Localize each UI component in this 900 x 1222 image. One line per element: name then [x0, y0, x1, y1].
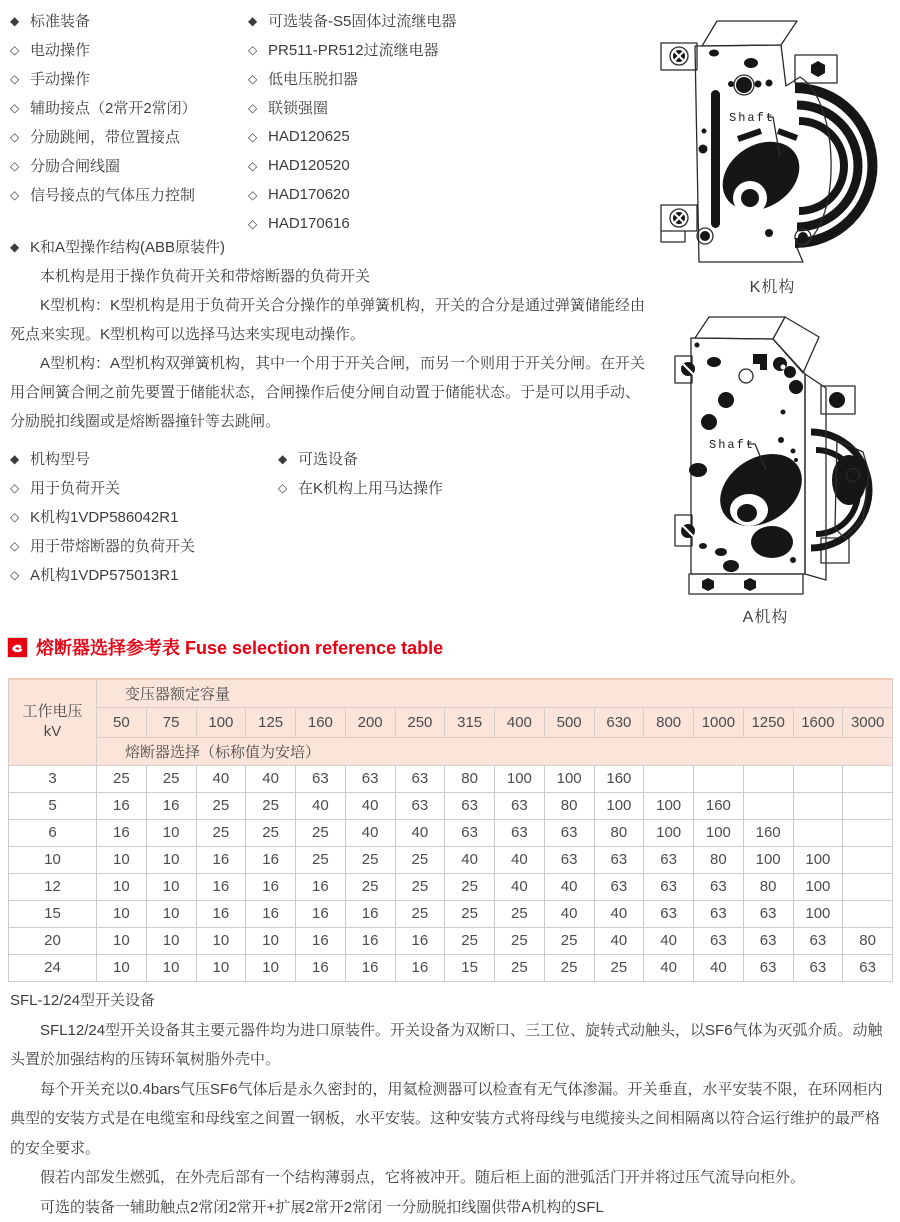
- fuse-value-cell: 40: [495, 873, 545, 900]
- list-item: [248, 151, 548, 180]
- kv-row-header: 3: [9, 765, 97, 792]
- k-mechanism-drawing: [645, 10, 900, 272]
- capacity-column-header: 315: [445, 707, 495, 737]
- list-item: [10, 531, 270, 560]
- kv-row-header: 24: [9, 954, 97, 981]
- table-row: [9, 846, 893, 873]
- capacity-column-header: 3000: [843, 707, 893, 737]
- fuse-value-cell: 63: [544, 846, 594, 873]
- fuse-value-cell: 63: [743, 954, 793, 981]
- fuse-value-cell: 80: [743, 873, 793, 900]
- list-item: [278, 473, 558, 502]
- fuse-section-title: [8, 634, 443, 660]
- hollow-diamond-icon: ◇: [278, 481, 298, 495]
- fuse-value-cell: 25: [146, 765, 196, 792]
- fuse-value-cell: 80: [694, 846, 744, 873]
- table-row: [9, 873, 893, 900]
- bottom-paragraph: SFL12/24型开关设备其主要元器件均为进口原装件。开关设备为双断口、三工位、旋转式动触头，以SF6气体为灭弧介质。动触头置於加强结构的压铸环氧树脂外壳中。: [10, 1016, 894, 1075]
- fuse-value-cell: 25: [296, 819, 346, 846]
- list-item-label: 辅助接点（2常开2常闭）: [30, 97, 197, 118]
- solid-diamond-icon: ◆: [278, 452, 298, 466]
- solid-diamond-icon: ◆: [248, 14, 268, 28]
- fuse-value-cell: 80: [445, 765, 495, 792]
- fuse-value-cell: [793, 792, 843, 819]
- list-header-label: 标准装备: [30, 10, 90, 31]
- table-row: [9, 927, 893, 954]
- a-shaft-label: Shaft: [709, 438, 755, 452]
- fuse-value-cell: 15: [445, 954, 495, 981]
- table-row: [9, 819, 893, 846]
- fuse-value-cell: 16: [196, 900, 246, 927]
- fuse-value-cell: 16: [345, 954, 395, 981]
- a-mechanism-figure: [633, 312, 898, 627]
- fuse-value-cell: 63: [445, 792, 495, 819]
- list-item-label: A机构1VDP575013R1: [30, 564, 178, 585]
- fuse-value-cell: 10: [97, 900, 147, 927]
- fuse-value-cell: 63: [445, 819, 495, 846]
- fuse-value-cell: 100: [544, 765, 594, 792]
- fuse-value-cell: 25: [445, 927, 495, 954]
- fuse-value-cell: 10: [146, 846, 196, 873]
- list-item-label: 联锁强圈: [268, 97, 328, 118]
- table-row: [9, 900, 893, 927]
- fuse-value-cell: 63: [694, 927, 744, 954]
- solid-diamond-icon: ◆: [10, 452, 30, 466]
- kv-row-header: 10: [9, 846, 97, 873]
- bottom-paragraph: 假若内部发生燃弧，在外壳后部有一个结构薄弱点，它将被冲开。随后柜上面的泄弧活门开并将过压气流导向柜外。: [10, 1163, 894, 1193]
- list-item: [10, 151, 245, 180]
- list-item-label: 用于负荷开关: [30, 477, 120, 498]
- fuse-value-cell: 40: [246, 765, 296, 792]
- fuse-value-cell: [843, 819, 893, 846]
- fuse-value-cell: 25: [246, 792, 296, 819]
- table-row: [9, 954, 893, 981]
- fuse-value-cell: 25: [395, 873, 445, 900]
- mechanism-paragraph: A型机构：A型机构双弹簧机构，其中一个用于开关合闸，而另一个则用于开关分闸。在开关用合闸簧合闸之前先要置于储能状态，合闸操作后使分闸自动置于储能状态。于是可以用手动、分励脱扣线圈或是熔断器撞针等去跳闸。: [10, 349, 654, 436]
- fuse-value-cell: 100: [495, 765, 545, 792]
- hollow-diamond-icon: ◇: [10, 72, 30, 86]
- list-item-label: 低电压脱扣器: [268, 68, 358, 89]
- fuse-value-cell: 16: [345, 900, 395, 927]
- fuse-value-cell: [644, 765, 694, 792]
- optional-device-list: [278, 444, 558, 502]
- capacity-column-header: 400: [495, 707, 545, 737]
- fuse-value-cell: [743, 792, 793, 819]
- fuse-value-cell: [843, 765, 893, 792]
- hollow-diamond-icon: ◇: [10, 510, 30, 524]
- fuse-value-cell: 16: [296, 927, 346, 954]
- fuse-value-cell: 63: [743, 927, 793, 954]
- fuse-value-cell: 63: [296, 765, 346, 792]
- hollow-diamond-icon: ◇: [10, 481, 30, 495]
- hollow-diamond-icon: ◇: [10, 159, 30, 173]
- fuse-value-cell: 40: [495, 846, 545, 873]
- list-item-label: 电动操作: [30, 39, 90, 60]
- fuse-value-cell: 16: [296, 900, 346, 927]
- hollow-diamond-icon: ◇: [10, 43, 30, 57]
- fuse-value-cell: 40: [594, 900, 644, 927]
- list-item: [248, 93, 548, 122]
- list-item-label: HAD170620: [268, 186, 350, 203]
- fuse-value-cell: 10: [246, 927, 296, 954]
- capacity-column-header: 800: [644, 707, 694, 737]
- fuse-value-cell: 25: [495, 954, 545, 981]
- fuse-value-cell: 40: [694, 954, 744, 981]
- fuse-value-cell: 25: [445, 873, 495, 900]
- fuse-value-cell: 25: [495, 927, 545, 954]
- fuse-value-cell: 40: [544, 873, 594, 900]
- fuse-value-cell: 25: [395, 846, 445, 873]
- list-item-label: 用于带熔断器的负荷开关: [30, 535, 195, 556]
- fuse-value-cell: 16: [296, 954, 346, 981]
- list-item: [10, 180, 245, 209]
- fuse-value-cell: 63: [495, 792, 545, 819]
- fuse-value-cell: 10: [246, 954, 296, 981]
- fuse-value-cell: 40: [594, 927, 644, 954]
- list-item-label: 在K机构上用马达操作: [298, 477, 443, 498]
- hollow-diamond-icon: ◇: [248, 217, 268, 231]
- transformer-capacity-header: 变压器额定容量: [97, 679, 893, 707]
- capacity-column-header: 160: [296, 707, 346, 737]
- list-item-label: 分励跳闸，带位置接点: [30, 126, 180, 147]
- fuse-selection-subheader: 熔断器选择（标称值为安培）: [97, 737, 893, 765]
- fuse-value-cell: 16: [97, 819, 147, 846]
- fuse-value-cell: 25: [196, 792, 246, 819]
- capacity-column-header: 630: [594, 707, 644, 737]
- fuse-value-cell: 40: [644, 927, 694, 954]
- capacity-column-header: 250: [395, 707, 445, 737]
- hollow-diamond-icon: ◇: [248, 101, 268, 115]
- fuse-value-cell: 16: [395, 927, 445, 954]
- standard-equipment-list: [10, 6, 245, 209]
- fuse-value-cell: [843, 900, 893, 927]
- fuse-value-cell: 40: [644, 954, 694, 981]
- fuse-value-cell: 16: [97, 792, 147, 819]
- list-item: [10, 502, 270, 531]
- fuse-value-cell: 100: [644, 792, 694, 819]
- capacity-column-header: 50: [97, 707, 147, 737]
- hollow-diamond-icon: ◇: [248, 188, 268, 202]
- fuse-value-cell: 25: [345, 873, 395, 900]
- fuse-value-cell: [694, 765, 744, 792]
- hollow-diamond-icon: ◇: [10, 188, 30, 202]
- fuse-value-cell: 40: [345, 792, 395, 819]
- fuse-value-cell: 25: [97, 765, 147, 792]
- fuse-value-cell: 100: [743, 846, 793, 873]
- fuse-value-cell: 40: [544, 900, 594, 927]
- list-item-label: HAD120625: [268, 128, 350, 145]
- fuse-value-cell: 63: [644, 900, 694, 927]
- fuse-value-cell: 63: [694, 900, 744, 927]
- fuse-value-cell: 40: [445, 846, 495, 873]
- section-title-en: Fuse selection reference table: [185, 638, 443, 658]
- fuse-value-cell: 16: [146, 792, 196, 819]
- mechanism-description: [10, 233, 654, 436]
- fuse-value-cell: 100: [793, 873, 843, 900]
- fuse-value-cell: 10: [146, 819, 196, 846]
- fuse-value-cell: 40: [196, 765, 246, 792]
- fuse-value-cell: 63: [495, 819, 545, 846]
- capacity-column-header: 100: [196, 707, 246, 737]
- kv-row-header: 5: [9, 792, 97, 819]
- fuse-value-cell: 63: [345, 765, 395, 792]
- fuse-value-cell: 10: [97, 846, 147, 873]
- capacity-column-header: 200: [345, 707, 395, 737]
- a-mechanism-drawing: [633, 312, 898, 602]
- fuse-value-cell: [843, 846, 893, 873]
- list-header-label: 可选装备-S5固体过流继电器: [268, 10, 456, 31]
- bottom-description: [10, 986, 894, 1222]
- table-row: [9, 792, 893, 819]
- fuse-value-cell: 25: [445, 900, 495, 927]
- fuse-value-cell: 16: [345, 927, 395, 954]
- list-item-label: 信号接点的气体压力控制: [30, 184, 195, 205]
- fuse-value-cell: 63: [395, 792, 445, 819]
- list-header: [248, 6, 548, 35]
- fuse-value-cell: 63: [594, 846, 644, 873]
- figure-caption: A机构: [633, 604, 898, 627]
- kv-row-header: 12: [9, 873, 97, 900]
- list-item-label: 手动操作: [30, 68, 90, 89]
- fuse-value-cell: 100: [793, 900, 843, 927]
- list-item-label: K机构1VDP586042R1: [30, 506, 178, 527]
- fuse-value-cell: 10: [146, 900, 196, 927]
- list-item: [10, 64, 245, 93]
- fuse-value-cell: 63: [694, 873, 744, 900]
- fuse-value-cell: 16: [246, 873, 296, 900]
- k-shaft-label: Shaft: [729, 111, 775, 125]
- list-item: [10, 560, 270, 589]
- fuse-table: [8, 678, 893, 982]
- bottom-paragraph: 每个开关充以0.4bars气压SF6气体后是永久密封的，用氦检测器可以检查有无气体渗漏。开关垂直，水平安装不限，在环网柜内典型的安装方式是在电缆室和母线室之间置一钢板，水平安装。这种安装方式将母线与电缆接头之间相隔离以符合运行维护的最严格的安全要求。: [10, 1075, 894, 1164]
- list-item-label: HAD170616: [268, 215, 350, 232]
- bottom-paragraph: 可选的装备一辅助触点2常闭2常开+扩展2常开2常闭 一分励脱扣线圈供带A机构的SFL: [10, 1193, 894, 1222]
- capacity-column-header: 125: [246, 707, 296, 737]
- fuse-value-cell: 160: [594, 765, 644, 792]
- fuse-value-cell: 16: [246, 846, 296, 873]
- fuse-value-cell: 63: [395, 765, 445, 792]
- kv-row-header: 20: [9, 927, 97, 954]
- fuse-value-cell: [793, 765, 843, 792]
- hollow-diamond-icon: ◇: [10, 101, 30, 115]
- capacity-column-header: 500: [544, 707, 594, 737]
- list-item: [248, 64, 548, 93]
- fuse-value-cell: 10: [196, 954, 246, 981]
- fuse-value-cell: [743, 765, 793, 792]
- list-item-label: 分励合闸线圈: [30, 155, 120, 176]
- fuse-value-cell: 25: [196, 819, 246, 846]
- hollow-diamond-icon: ◇: [10, 539, 30, 553]
- mechanism-model-list: [10, 444, 270, 589]
- fuse-value-cell: 25: [495, 900, 545, 927]
- fuse-value-cell: 80: [544, 792, 594, 819]
- fuse-value-cell: 25: [395, 900, 445, 927]
- fuse-value-cell: 160: [743, 819, 793, 846]
- fuse-value-cell: 40: [296, 792, 346, 819]
- fuse-value-cell: 16: [246, 900, 296, 927]
- fuse-value-cell: 25: [296, 846, 346, 873]
- capacity-column-header: 1250: [743, 707, 793, 737]
- fuse-value-cell: 63: [544, 819, 594, 846]
- fuse-value-cell: 10: [97, 954, 147, 981]
- hollow-diamond-icon: ◇: [248, 43, 268, 57]
- kv-row-header: 15: [9, 900, 97, 927]
- k-mechanism-figure: [645, 10, 900, 297]
- fuse-value-cell: 100: [793, 846, 843, 873]
- fuse-value-cell: 25: [544, 954, 594, 981]
- mechanism-section-header: [10, 233, 654, 262]
- capacity-column-header: 75: [146, 707, 196, 737]
- fuse-value-cell: 100: [594, 792, 644, 819]
- list-item: [10, 122, 245, 151]
- hollow-diamond-icon: ◇: [10, 568, 30, 582]
- fuse-value-cell: 25: [246, 819, 296, 846]
- list-item: [248, 180, 548, 209]
- fuse-value-cell: 100: [644, 819, 694, 846]
- fuse-value-cell: 16: [196, 846, 246, 873]
- hollow-diamond-icon: ◇: [248, 72, 268, 86]
- mechanism-section-title: K和A型操作结构(ABB原装件): [30, 233, 225, 262]
- list-item: [10, 35, 245, 64]
- fuse-value-cell: 63: [793, 954, 843, 981]
- solid-diamond-icon: ◆: [10, 233, 30, 262]
- figure-caption: K机构: [645, 274, 900, 297]
- fuse-value-cell: 10: [146, 927, 196, 954]
- fuse-value-cell: 63: [644, 873, 694, 900]
- list-item: [248, 122, 548, 151]
- fuse-value-cell: 80: [594, 819, 644, 846]
- fuse-value-cell: [843, 873, 893, 900]
- capacity-column-header: 1000: [694, 707, 744, 737]
- brand-logo-icon: [8, 638, 27, 657]
- fuse-value-cell: 16: [296, 873, 346, 900]
- optional-equipment-list: [248, 6, 548, 238]
- fuse-value-cell: 63: [793, 927, 843, 954]
- list-header: [278, 444, 558, 473]
- section-title-cn: 熔断器选择参考表: [36, 638, 180, 658]
- list-header-label: 可选设备: [298, 448, 358, 469]
- fuse-value-cell: [843, 792, 893, 819]
- fuse-value-cell: 63: [843, 954, 893, 981]
- list-item: [248, 35, 548, 64]
- fuse-value-cell: 16: [395, 954, 445, 981]
- fuse-value-cell: 25: [544, 927, 594, 954]
- list-header: [10, 6, 245, 35]
- fuse-value-cell: 25: [594, 954, 644, 981]
- fuse-value-cell: 10: [196, 927, 246, 954]
- solid-diamond-icon: ◆: [10, 14, 30, 28]
- working-voltage-header: 工作电压 kV: [9, 679, 97, 765]
- list-item: [10, 93, 245, 122]
- list-item-label: PR511-PR512过流继电器: [268, 39, 439, 60]
- fuse-value-cell: 100: [694, 819, 744, 846]
- list-header: [10, 444, 270, 473]
- fuse-value-cell: 10: [97, 873, 147, 900]
- fuse-value-cell: 10: [146, 954, 196, 981]
- capacity-column-header: 1600: [793, 707, 843, 737]
- fuse-value-cell: 16: [196, 873, 246, 900]
- kv-row-header: 6: [9, 819, 97, 846]
- bottom-title: SFL-12/24型开关设备: [10, 986, 894, 1016]
- list-item: [10, 473, 270, 502]
- fuse-value-cell: 63: [594, 873, 644, 900]
- fuse-value-cell: 10: [146, 873, 196, 900]
- fuse-value-cell: 63: [644, 846, 694, 873]
- fuse-value-cell: 160: [694, 792, 744, 819]
- list-item-label: HAD120520: [268, 157, 350, 174]
- table-row: [9, 765, 893, 792]
- hollow-diamond-icon: ◇: [248, 130, 268, 144]
- fuse-value-cell: [793, 819, 843, 846]
- hollow-diamond-icon: ◇: [248, 159, 268, 173]
- mechanism-paragraph: 本机构是用于操作负荷开关和带熔断器的负荷开关: [10, 262, 654, 291]
- fuse-value-cell: 40: [395, 819, 445, 846]
- mechanism-paragraph: K型机构：K型机构是用于负荷开关合分操作的单弹簧机构，开关的合分是通过弹簧储能经由死点来实现。K型机构可以选择马达来实现电动操作。: [10, 291, 654, 349]
- fuse-value-cell: 25: [345, 846, 395, 873]
- list-header-label: 机构型号: [30, 448, 90, 469]
- hollow-diamond-icon: ◇: [10, 130, 30, 144]
- fuse-value-cell: 10: [97, 927, 147, 954]
- fuse-value-cell: 63: [743, 900, 793, 927]
- fuse-value-cell: 40: [345, 819, 395, 846]
- fuse-value-cell: 80: [843, 927, 893, 954]
